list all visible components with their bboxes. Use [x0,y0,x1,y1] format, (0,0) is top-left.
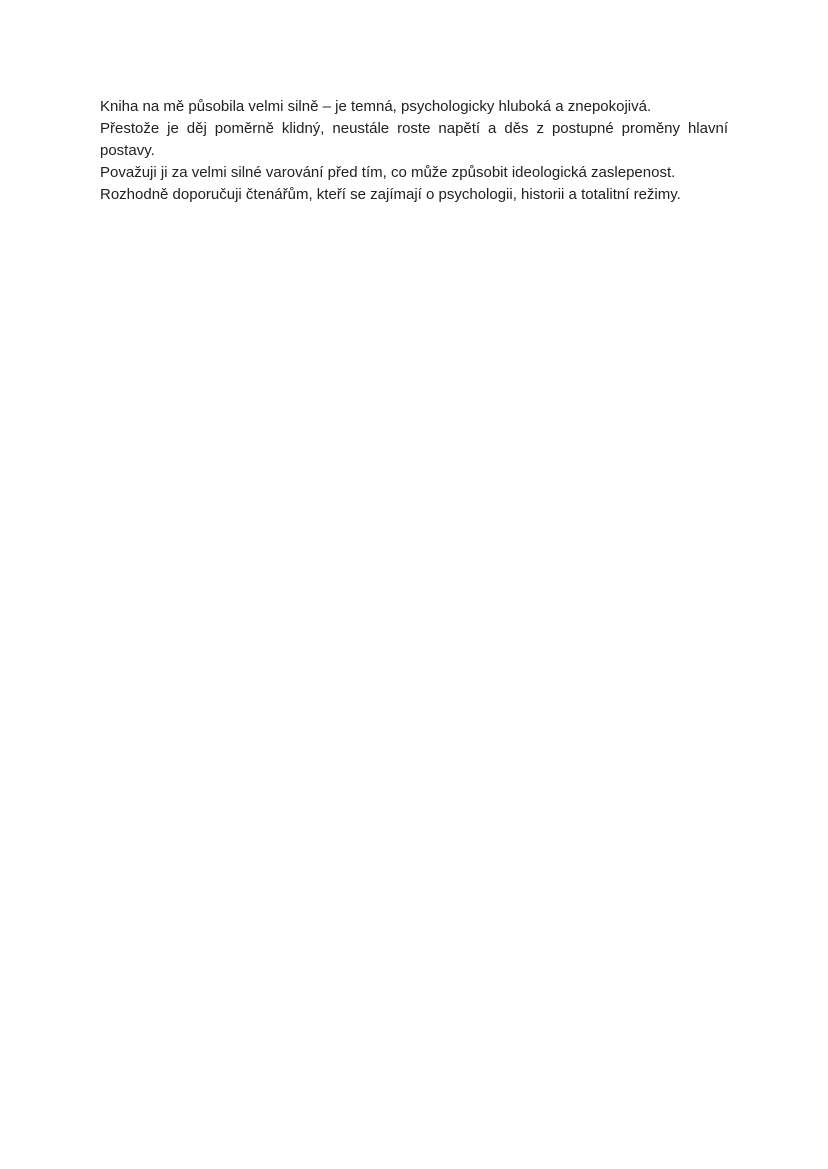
paragraph-recommendation: Rozhodně doporučuji čtenářům, kteří se zajímají o psychologii, historii a totalitní režimy. [100,186,681,203]
paragraph-warning: Považuji ji za velmi silné varování před tím, co může způsobit ideologická zaslepenost. [100,164,676,181]
paragraph-plot-tension: Přestože je děj poměrně klidný, neustále roste napětí a děs z postupné proměny hlavní postavy. [100,120,728,159]
review-text-block [100,96,728,206]
paragraph-impression: Kniha na mě působila velmi silně – je temná, psychologicky hluboká a znepokojivá. [100,98,652,115]
